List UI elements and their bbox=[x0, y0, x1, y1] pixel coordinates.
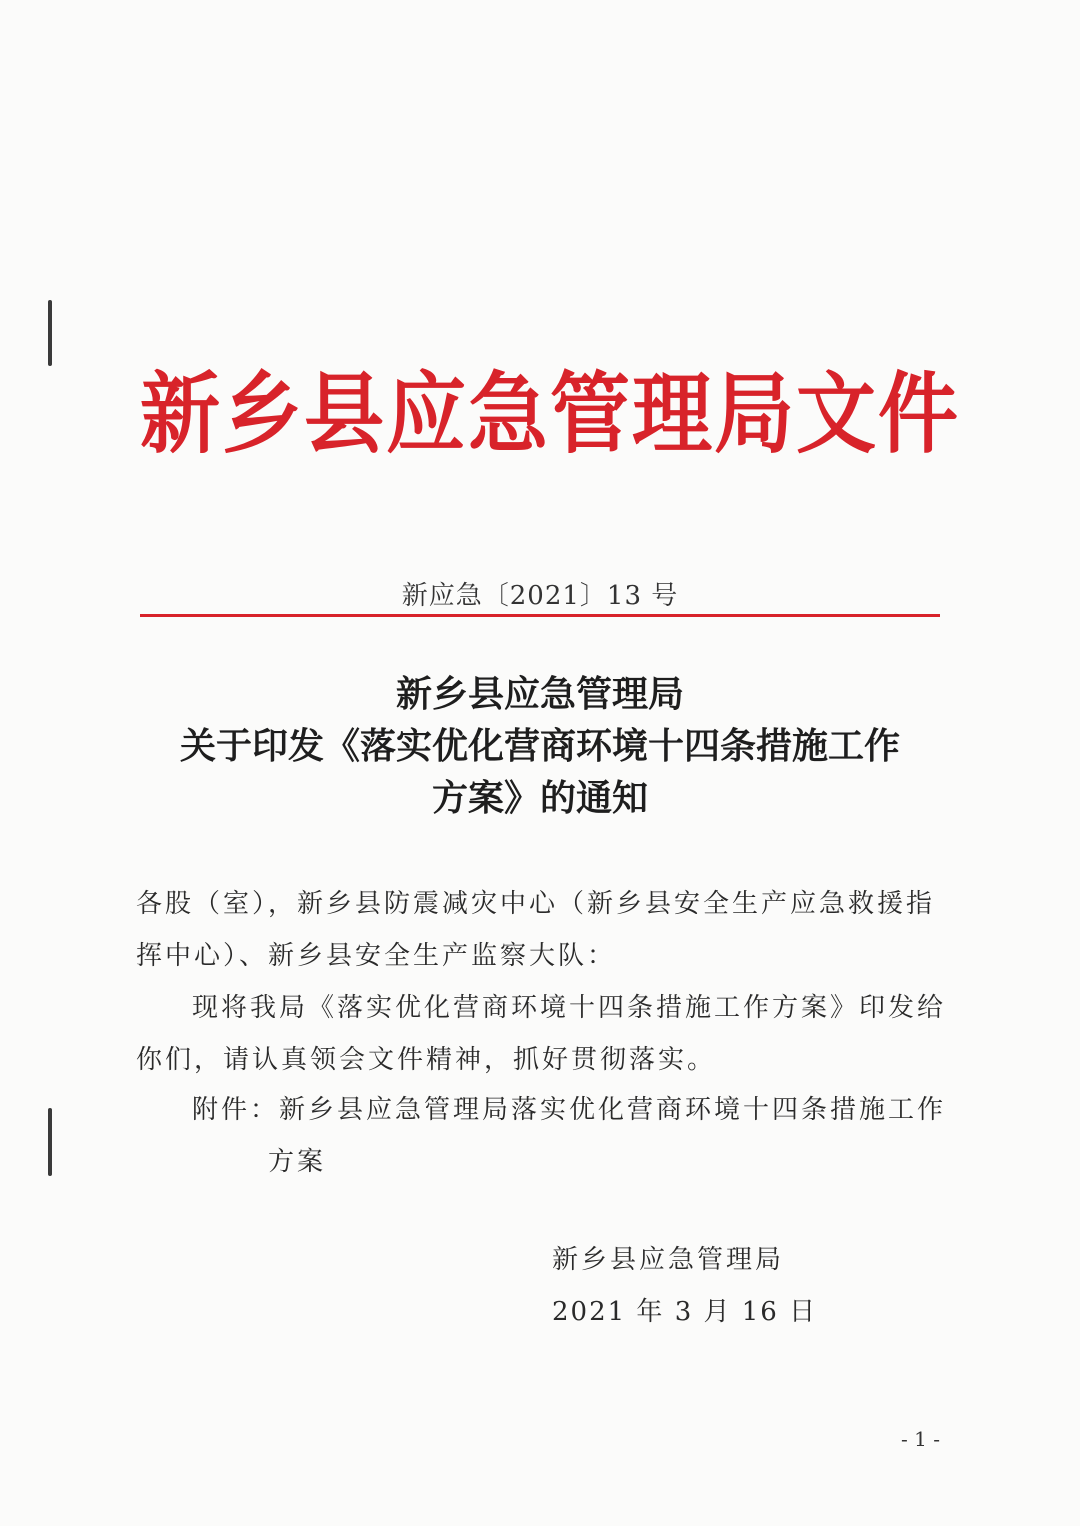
notice-title-line-2: 关于印发《落实优化营商环境十四条措施工作 bbox=[179, 725, 900, 767]
addressee-block bbox=[136, 878, 940, 982]
red-divider-line bbox=[140, 614, 940, 617]
agency-redhead-title: 新乡县应急管理局文件 bbox=[140, 363, 960, 466]
paragraph-line-1: 现将我局《落实优化营商环境十四条措施工作方案》印发给 bbox=[192, 993, 947, 1023]
notice-title bbox=[130, 668, 950, 824]
page-number: - 1 - bbox=[901, 1427, 940, 1451]
paragraph-line-2: 你们，请认真领会文件精神，抓好贯彻落实。 bbox=[136, 1045, 717, 1075]
main-paragraph bbox=[136, 982, 947, 1086]
signature-organization: 新乡县应急管理局 bbox=[552, 1245, 785, 1275]
addressee-line-2: 挥中心）、新乡县安全生产监察大队： bbox=[136, 941, 617, 971]
attachment-line-2: 方案 bbox=[268, 1147, 327, 1177]
attachment-block bbox=[136, 1084, 947, 1188]
binding-mark-top bbox=[48, 300, 52, 366]
addressee-line-1: 各股（室），新乡县防震减灾中心（新乡县安全生产应急救援指 bbox=[136, 889, 936, 919]
notice-title-line-3: 方案》的通知 bbox=[431, 777, 648, 819]
attachment-line-1: 附件：新乡县应急管理局落实优化营商环境十四条措施工作 bbox=[192, 1095, 947, 1125]
signature-date: 2021 年 3 月 16 日 bbox=[552, 1297, 818, 1327]
notice-title-line-1: 新乡县应急管理局 bbox=[395, 673, 684, 715]
document-number: 新应急〔2021〕13 号 bbox=[401, 581, 679, 611]
binding-mark-bottom bbox=[48, 1108, 52, 1176]
